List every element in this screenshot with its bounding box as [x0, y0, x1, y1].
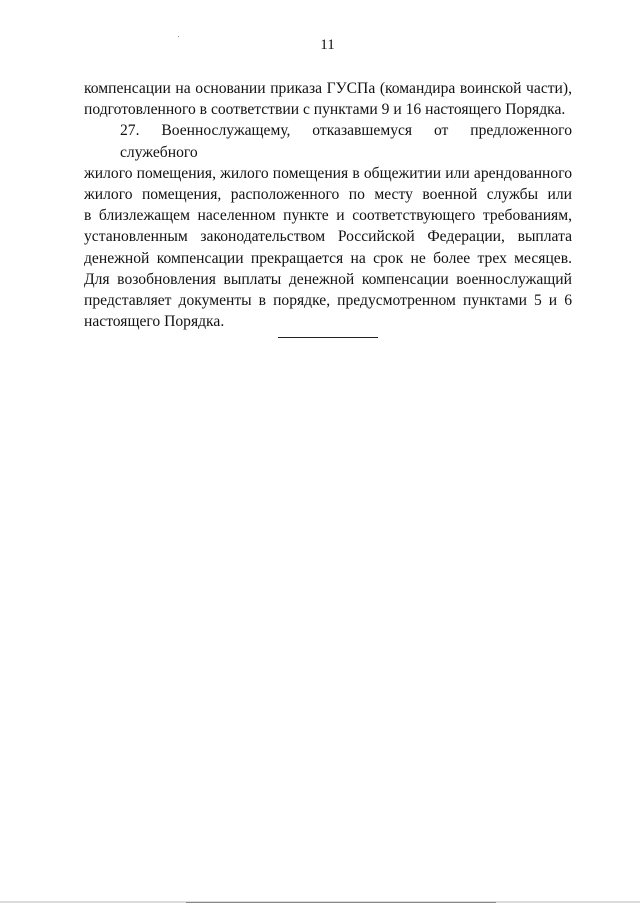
- document-body: [84, 78, 572, 332]
- paragraph-1-line-2: подготовленного в соответствии с пунктами 9 и 16 настоящего Порядка.: [84, 101, 566, 119]
- scan-bottom-shadow: [186, 902, 496, 903]
- paragraph-2-line-1: 27. Военнослужащему, отказавшемуся от предложенного служебного: [120, 122, 572, 161]
- paragraph-1-line-1: компенсации на основании приказа ГУСПа (командира воинской части),: [84, 80, 572, 97]
- paragraph-2-line-7: Для возобновления выплаты денежной компенсации военнослужащий: [84, 270, 572, 288]
- paragraph-2-line-5: установленным законодательством Российской Федерации, выплата: [84, 228, 572, 246]
- paragraph-2-line-8: представляет документы в порядке, предусмотренном пунктами 5 и 6: [84, 292, 572, 310]
- paragraph-2-line-3: жилого помещения, расположенного по месту военной службы или: [84, 186, 572, 204]
- paragraph-2-line-2: жилого помещения, жилого помещения в общежитии или арендованного: [84, 164, 572, 182]
- paragraph-2-line-4: в близлежащем населенном пункте и соответствующего требованиям,: [84, 207, 572, 225]
- end-of-document-rule: [278, 337, 378, 338]
- paragraph-2-line-6: денежной компенсации прекращается на срок не более трех месяцев.: [84, 249, 572, 267]
- page-number: 11: [320, 37, 335, 53]
- paragraph-2-line-9: настоящего Порядка.: [84, 313, 225, 331]
